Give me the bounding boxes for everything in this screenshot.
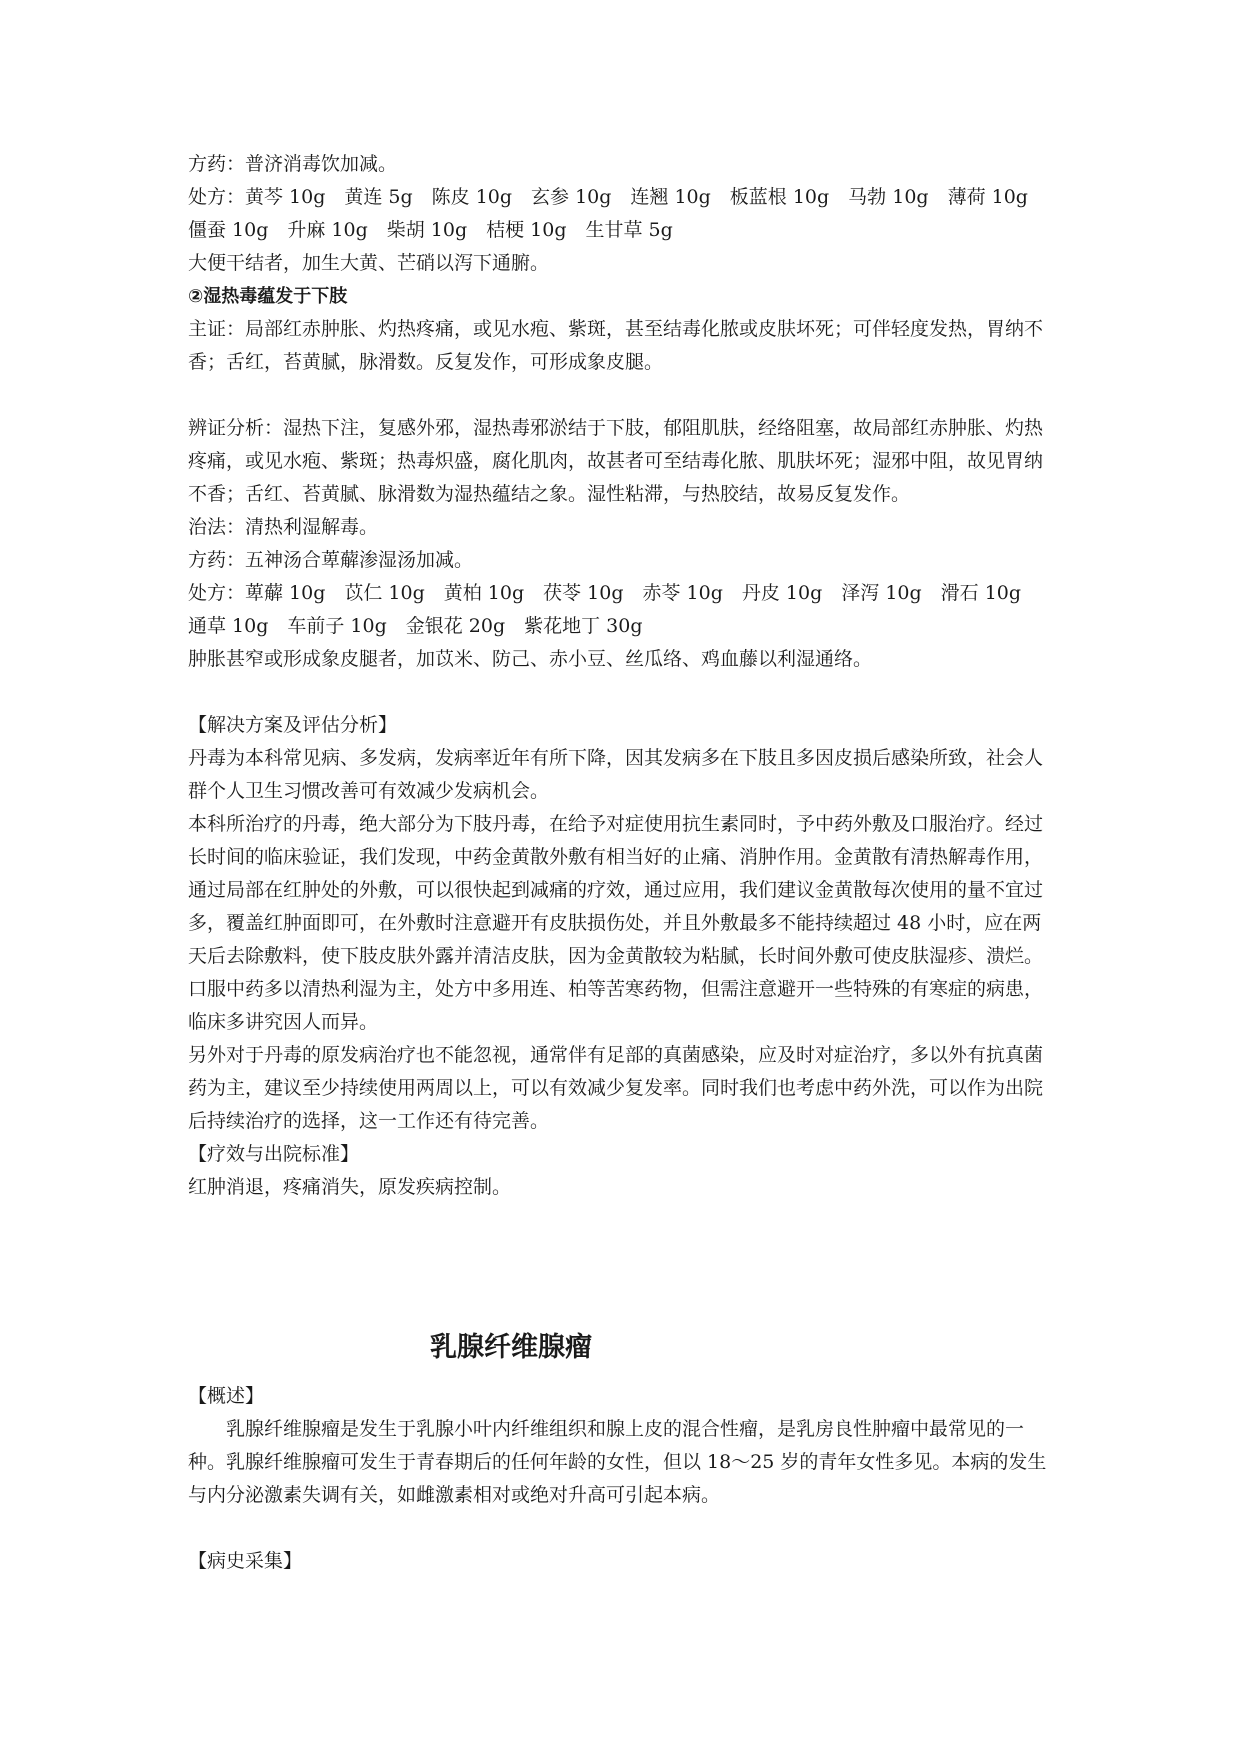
heading-overview: 【概述】 <box>188 1385 265 1407</box>
paragraph-solution-3: 口服中药多以清热利湿为主，处方中多用连、柏等苦寒药物，但需注意避开一些特殊的有寒症的病患，临床多讲究因人而异。 <box>188 978 1044 1033</box>
upper-section <box>188 148 1058 1204</box>
blank-line <box>188 379 1058 412</box>
paragraph-treatment: 治法：清热利湿解毒。 <box>188 516 379 538</box>
heading-solution-analysis: 【解决方案及评估分析】 <box>188 714 398 736</box>
paragraph-modification-1: 大便干结者，加生大黄、芒硝以泻下通腑。 <box>188 252 550 274</box>
paragraph-formula-2: 方药：五神汤合萆薢渗湿汤加减。 <box>188 549 474 571</box>
paragraph-discharge-criteria: 红肿消退，疼痛消失，原发疾病控制。 <box>188 1176 512 1198</box>
heading-efficacy-discharge: 【疗效与出院标准】 <box>188 1143 360 1165</box>
paragraph-main-symptoms: 主证：局部红赤肿胀、灼热疼痛，或见水疱、紫斑，甚至结毒化脓或皮肤坏死；可伴轻度发热，胃纳不香；舌红，苔黄腻，脉滑数。反复发作，可形成象皮腿。 <box>188 318 1044 373</box>
paragraph-solution-1: 丹毒为本科常见病、多发病，发病率近年有所下降，因其发病多在下肢且多因皮损后感染所致，社会人群个人卫生习惯改善可有效减少发病机会。 <box>188 747 1044 802</box>
paragraph-syndrome-analysis: 辨证分析：湿热下注，复感外邪，湿热毒邪淤结于下肢，郁阻肌肤，经络阻塞，故局部红赤肿胀、灼热疼痛，或见水疱、紫斑；热毒炽盛，腐化肌肉，故甚者可至结毒化脓、肌肤坏死；湿邪中阻，故见胃纳不香；舌红、苔黄腻、脉滑数为湿热蕴结之象。湿性粘滞，与热胶结，故易反复发作。 <box>188 417 1044 505</box>
paragraph-prescription-2: 处方：萆薢 10g 苡仁 10g 黄柏 10g 茯苓 10g 赤苓 10g 丹皮 10g 泽泻 10g 滑石 10g 通草 10g 车前子 10g 金银花 20g 紫花地丁 30g <box>188 582 1041 637</box>
lower-section <box>188 1380 1058 1578</box>
blank-line <box>188 676 1058 709</box>
paragraph-modification-2: 肿胀甚窄或形成象皮腿者，加苡米、防己、赤小豆、丝瓜络、鸡血藤以利湿通络。 <box>188 648 873 670</box>
paragraph-formula-1: 方药：普济消毒饮加减。 <box>188 153 398 175</box>
paragraph-solution-4: 另外对于丹毒的原发病治疗也不能忽视，通常伴有足部的真菌感染，应及时对症治疗，多以外有抗真菌药为主，建议至少持续使用两周以上，可以有效减少复发率。同时我们也考虑中药外洗，可以作为出院后持续治疗的选择，这一工作还有待完善。 <box>188 1044 1044 1132</box>
paragraph-solution-2: 本科所治疗的丹毒，绝大部分为下肢丹毒，在给予对症使用抗生素同时，予中药外敷及口服治疗。经过长时间的临床验证，我们发现，中药金黄散外敷有相当好的止痛、消肿作用。金黄散有清热解毒作用，通过局部在红肿处的外敷，可以很快起到减痛的疗效，通过应用，我们建议金黄散每次使用的量不宜过多，覆盖红肿面即可，在外敷时注意避开有皮肤损伤处，并且外敷最多不能持续超过 48 小时，应在两天后去除敷料，使下肢皮肤外露并清洁皮肤，因为金黄散较为粘腻，长时间外敷可使皮肤湿疹、溃烂。 <box>188 813 1044 967</box>
paragraph-overview: 乳腺纤维腺瘤是发生于乳腺小叶内纤维组织和腺上皮的混合性瘤，是乳房良性肿瘤中最常见的一种。乳腺纤维腺瘤可发生于青春期后的任何年龄的女性，但以 18～25 岁的青年女性多见。本病的发生与内分泌激素失调有关，如雌激素相对或绝对升高可引起本病。 <box>188 1418 1047 1506</box>
paragraph-prescription-1: 处方：黄芩 10g 黄连 5g 陈皮 10g 玄参 10g 连翘 10g 板蓝根 10g 马勃 10g 薄荷 10g 僵蚕 10g 升麻 10g 柴胡 10g 桔梗 10g 生甘草 5g <box>188 186 1047 241</box>
heading-history-collection: 【病史采集】 <box>188 1550 303 1572</box>
blank-line <box>188 1512 1058 1545</box>
subheading-damp-heat: ②湿热毒蕴发于下肢 <box>188 286 348 307</box>
section-title: 乳腺纤维腺瘤 <box>430 1332 592 1363</box>
